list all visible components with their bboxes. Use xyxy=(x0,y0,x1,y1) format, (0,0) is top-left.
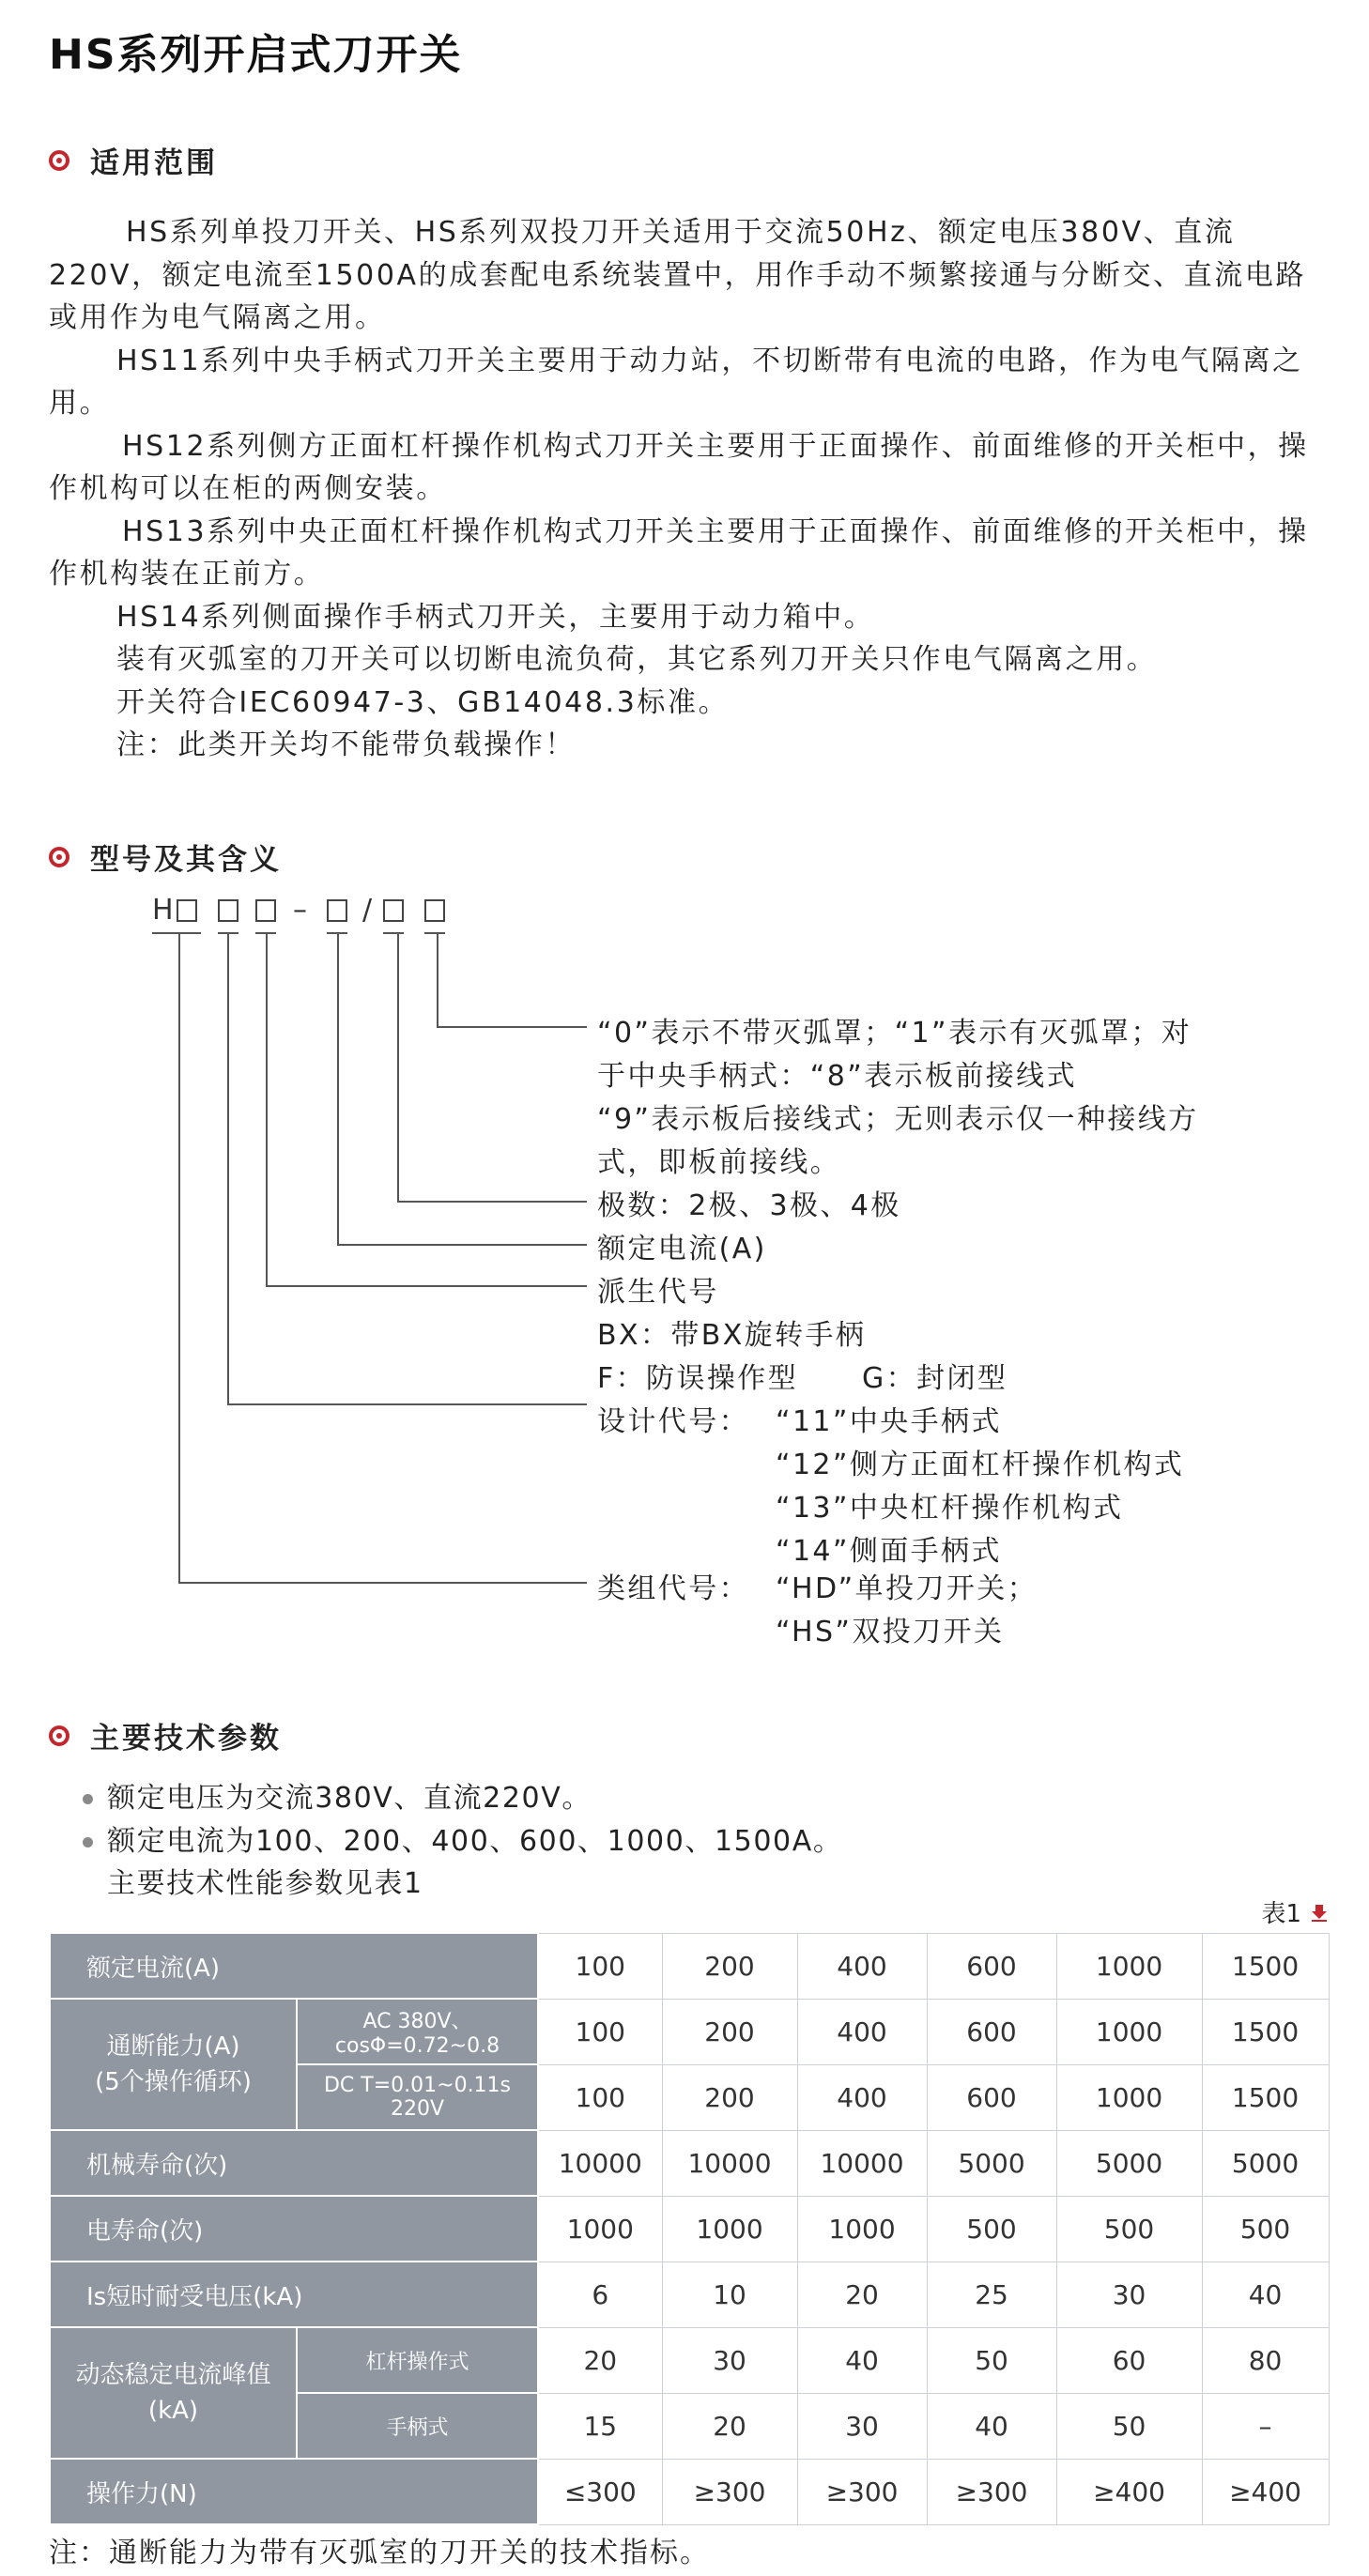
cell: 5000 xyxy=(1056,2130,1202,2196)
row-label: Is短时耐受电压(kA) xyxy=(50,2262,538,2327)
bullet-sub: 主要技术性能参数见表1 xyxy=(107,1867,423,1900)
table-note: 注：通断能力为带有灭弧室的刀开关的技术指标。 xyxy=(49,2537,710,2569)
row-label: 额定电流(A) xyxy=(50,1933,538,1999)
cell: 80 xyxy=(1202,2327,1329,2393)
cell: 30 xyxy=(797,2393,927,2459)
desc-line: “9”表示板后接线式；无则表示仅一种接线方 xyxy=(597,1103,1199,1136)
row-sublabel: 杠杆操作式 xyxy=(297,2327,538,2393)
row-label: 机械寿命(次) xyxy=(50,2130,538,2196)
cell: 20 xyxy=(797,2262,927,2327)
cell: 30 xyxy=(1056,2262,1202,2327)
desc-line: “11”中央手柄式 xyxy=(776,1405,1002,1438)
desc-line: 于中央手柄式：“8”表示板前接线式 xyxy=(597,1060,1077,1093)
row-sublabel: 手柄式 xyxy=(297,2393,538,2459)
cell: 25 xyxy=(927,2262,1056,2327)
cell: 600 xyxy=(927,1999,1056,2064)
param-table xyxy=(49,1932,1330,2525)
cell: ≥300 xyxy=(662,2459,797,2524)
cell: 50 xyxy=(1056,2393,1202,2459)
paragraph: HS11系列中央手柄式刀开关主要用于动力站，不切断带有电流的电路，作为电气隔离之用。 xyxy=(49,344,1303,420)
cell: 10 xyxy=(662,2262,797,2327)
cell: 500 xyxy=(1202,2196,1329,2262)
table-row xyxy=(50,1933,1329,1999)
desc-line: “HD”单投刀开关； xyxy=(776,1572,1038,1605)
bullet-item: 额定电流为100、200、400、600、1000、1500A。 xyxy=(79,1820,842,1863)
row-label-line: 通断能力(A) xyxy=(106,2032,240,2061)
bullet-dot-icon xyxy=(83,1837,93,1848)
cell: 10000 xyxy=(662,2130,797,2196)
row-label xyxy=(50,1999,297,2130)
section-heading-label: 主要技术参数 xyxy=(90,1722,282,1756)
cell: 5000 xyxy=(1202,2130,1329,2196)
cell: ≥400 xyxy=(1202,2459,1329,2524)
section-heading-label: 适用范围 xyxy=(90,146,218,180)
cell: ≥300 xyxy=(797,2459,927,2524)
cell: 30 xyxy=(662,2327,797,2393)
table-caption-label: 表1 xyxy=(1261,1900,1301,1928)
cell: 200 xyxy=(662,1933,797,1999)
desc-line: 设计代号： xyxy=(597,1405,749,1438)
paragraph: 装有灭弧室的刀开关可以切断电流负荷，其它系列刀开关只作电气隔离之用。 xyxy=(116,643,1158,676)
cell: 400 xyxy=(797,1999,927,2064)
code-slash: / xyxy=(362,894,373,927)
desc-line: “14”侧面手柄式 xyxy=(776,1535,1002,1568)
arrow-down-icon xyxy=(1309,1902,1330,1923)
bullet-item: 额定电压为交流380V、直流220V。 xyxy=(79,1777,842,1820)
cell: 10000 xyxy=(538,2130,662,2196)
cell: 100 xyxy=(538,1999,662,2064)
row-label-line: (5个操作循环) xyxy=(95,2068,252,2096)
cell: 400 xyxy=(797,2064,927,2130)
cell: 600 xyxy=(927,1933,1056,1999)
cell: 400 xyxy=(797,1933,927,1999)
cell: ≥300 xyxy=(927,2459,1056,2524)
table-row xyxy=(50,2196,1329,2262)
cell: 1000 xyxy=(662,2196,797,2262)
desc-line: F：防误操作型 xyxy=(597,1362,799,1395)
cell: 60 xyxy=(1056,2327,1202,2393)
paragraph: HS14系列侧面操作手柄式刀开关，主要用于动力箱中。 xyxy=(116,600,875,634)
cell: ≤300 xyxy=(538,2459,662,2524)
cell: 5000 xyxy=(927,2130,1056,2196)
cell: 1000 xyxy=(1056,1933,1202,1999)
row-sublabel: AC 380V、cosΦ=0.72~0.8 xyxy=(297,1999,538,2064)
cell: 200 xyxy=(662,2064,797,2130)
cell: 100 xyxy=(538,1933,662,1999)
desc-line: “12”侧方正面杠杆操作机构式 xyxy=(776,1449,1185,1481)
row-label: 操作力(N) xyxy=(50,2459,538,2524)
row-label-line: 动态稳定电流峰值 xyxy=(75,2361,271,2389)
cell: 600 xyxy=(927,2064,1056,2130)
table-row xyxy=(50,2130,1329,2196)
desc-line: 式，即板前接线。 xyxy=(597,1146,841,1179)
cell: 1000 xyxy=(1056,2064,1202,2130)
row-label xyxy=(50,2327,297,2459)
desc-line: 极数：2极、3极、4极 xyxy=(597,1189,901,1222)
code-letter: H xyxy=(152,894,174,927)
cell: 500 xyxy=(927,2196,1056,2262)
desc-line: 类组代号： xyxy=(597,1572,749,1605)
desc-line: BX：带BX旋转手柄 xyxy=(597,1319,867,1352)
cell: 1000 xyxy=(1056,1999,1202,2064)
cell: ≥400 xyxy=(1056,2459,1202,2524)
paragraph: 开关符合IEC60947-3、GB14048.3标准。 xyxy=(116,685,730,719)
page-title: HS系列开启式刀开关 xyxy=(49,31,463,79)
cell: 1000 xyxy=(797,2196,927,2262)
cell: – xyxy=(1202,2393,1329,2459)
paragraph: HS系列单投刀开关、HS系列双投刀开关适用于交流50Hz、额定电压380V、直流220V，额定电流至1500A的成套配电系统装置中，用作手动不频繁接通与分断交、直流电路或用作为电气隔离之用。 xyxy=(49,216,1307,334)
param-bullets xyxy=(79,1777,842,1906)
cell: 15 xyxy=(538,2393,662,2459)
table-row xyxy=(50,2327,1329,2393)
row-sublabel: DC T=0.01~0.11s 220V xyxy=(297,2064,538,2130)
cell: 40 xyxy=(1202,2262,1329,2327)
cell: 10000 xyxy=(797,2130,927,2196)
cell: 40 xyxy=(927,2393,1056,2459)
paragraph: HS12系列侧方正面杠杆操作机构式刀开关主要用于正面操作、前面维修的开关柜中，操作机构可以在柜的两侧安装。 xyxy=(49,429,1309,505)
desc-line: G：封闭型 xyxy=(862,1362,1008,1395)
bullet-circle-icon xyxy=(49,1725,69,1746)
desc-line: “HS”双投刀开关 xyxy=(776,1616,1005,1648)
desc-line: “13”中央杠杆操作机构式 xyxy=(776,1492,1124,1525)
cell: 40 xyxy=(797,2327,927,2393)
cell: 20 xyxy=(538,2327,662,2393)
desc-line: 额定电流(A) xyxy=(597,1233,767,1265)
row-label-line: (kA) xyxy=(147,2397,199,2425)
section-heading-params xyxy=(49,1714,282,1756)
section-heading-label: 型号及其含义 xyxy=(90,843,282,877)
desc-line: “0”表示不带灭弧罩；“1”表示有灭弧罩；对 xyxy=(597,1017,1192,1050)
table-row xyxy=(50,1999,1329,2064)
cell: 50 xyxy=(927,2327,1056,2393)
code-dash: – xyxy=(293,894,307,927)
cell: 1500 xyxy=(1202,1999,1329,2064)
paragraph: HS13系列中央正面杠杆操作机构式刀开关主要用于正面操作、前面维修的开关柜中，操作机构装在正前方。 xyxy=(49,514,1309,590)
bullet-dot-icon xyxy=(83,1794,93,1804)
cell: 1000 xyxy=(538,2196,662,2262)
paragraph: 注：此类开关均不能带负载操作！ xyxy=(116,728,576,761)
cell: 100 xyxy=(538,2064,662,2130)
cell: 6 xyxy=(538,2262,662,2327)
cell: 200 xyxy=(662,1999,797,2064)
row-label: 电寿命(次) xyxy=(50,2196,538,2262)
cell: 1500 xyxy=(1202,2064,1329,2130)
table-row xyxy=(50,2459,1329,2524)
cell: 1500 xyxy=(1202,1933,1329,1999)
desc-line: 派生代号 xyxy=(597,1276,719,1309)
table-row xyxy=(50,2262,1329,2327)
table-caption xyxy=(1261,1894,1330,1929)
cell: 500 xyxy=(1056,2196,1202,2262)
cell: 20 xyxy=(662,2393,797,2459)
